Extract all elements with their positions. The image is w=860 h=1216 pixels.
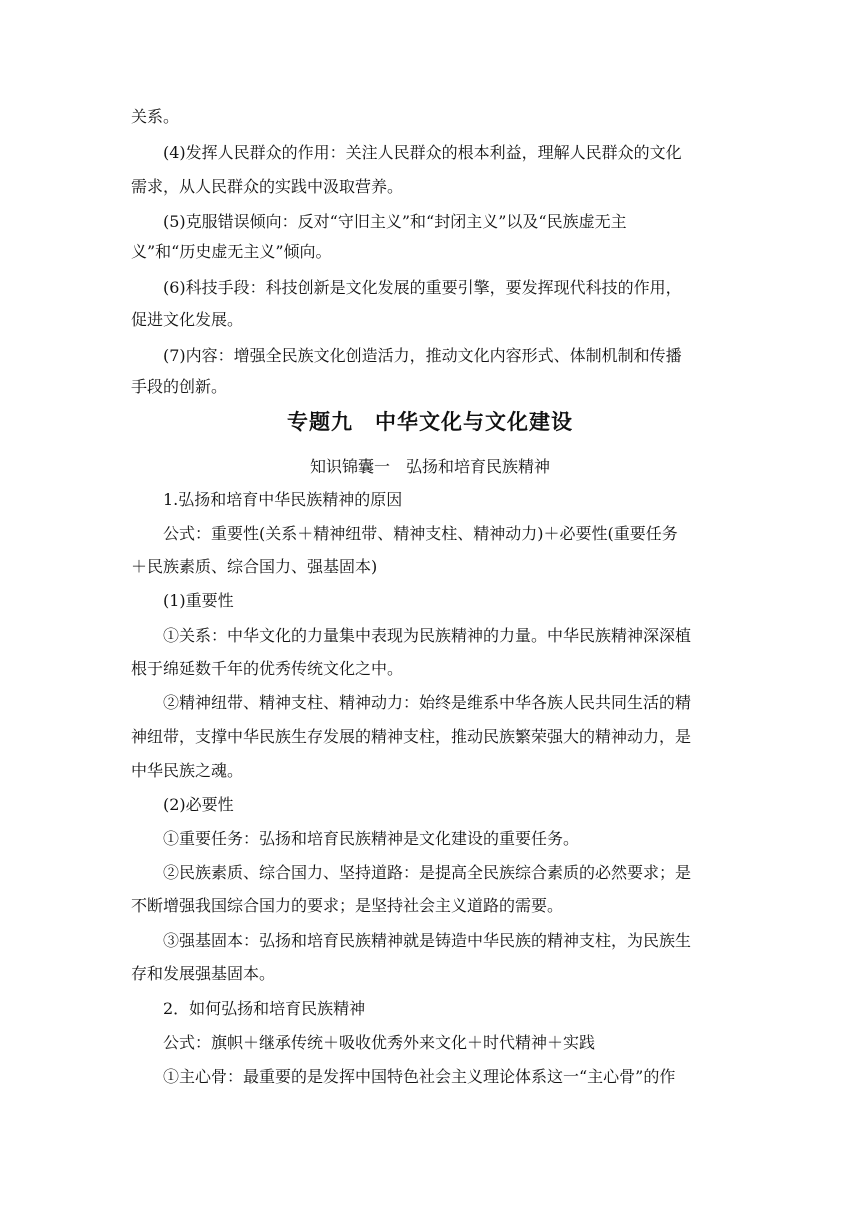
section-title: 专题九 中华文化与文化建设 bbox=[287, 410, 573, 434]
text-line: (6)科技手段：科技创新是文化发展的重要引擎，要发挥现代科技的作用， bbox=[163, 278, 682, 297]
text-line: 公式：重要性(关系＋精神纽带、精神支柱、精神动力)＋必要性(重要任务 bbox=[163, 524, 678, 543]
text-line: 不断增强我国综合国力的要求；是坚持社会主义道路的需要。 bbox=[131, 896, 564, 915]
subheading-line: (2)必要性 bbox=[163, 795, 234, 814]
text-line: 公式：旗帜＋继承传统＋吸收优秀外来文化＋时代精神＋实践 bbox=[163, 1033, 596, 1052]
text-line: 存和发展强基固本。 bbox=[131, 964, 276, 983]
text-line: 需求，从人民群众的实践中汲取营养。 bbox=[131, 177, 404, 196]
text-line: 根于绵延数千年的优秀传统文化之中。 bbox=[131, 659, 404, 678]
heading-line: 1.弘扬和培育中华民族精神的原因 bbox=[163, 490, 403, 509]
text-line: ＋民族素质、综合国力、强基固本) bbox=[131, 557, 378, 576]
section-subtitle: 知识锦囊一 弘扬和培育民族精神 bbox=[309, 457, 550, 476]
text-line: (5)克服错误倾向：反对“守旧主义”和“封闭主义”以及“民族虚无主 bbox=[163, 212, 627, 231]
subheading-line: (1)重要性 bbox=[163, 591, 234, 610]
text-line: 中华民族之魂。 bbox=[131, 761, 244, 780]
text-line: 手段的创新。 bbox=[131, 377, 228, 396]
heading-line: 2．如何弘扬和培育民族精神 bbox=[163, 999, 366, 1018]
text-line: ③强基固本：弘扬和培育民族精神就是铸造中华民族的精神支柱，为民族生 bbox=[163, 931, 692, 950]
text-line: ②民族素质、综合国力、坚持道路：是提高全民族综合素质的必然要求；是 bbox=[163, 863, 692, 882]
text-line: (7)内容：增强全民族文化创造活力，推动文化内容形式、体制机制和传播 bbox=[163, 346, 682, 365]
text-line: (4)发挥人民群众的作用：关注人民群众的根本利益，理解人民群众的文化 bbox=[163, 143, 682, 162]
text-line: 关系。 bbox=[131, 107, 180, 126]
text-line: 促进文化发展。 bbox=[131, 310, 244, 329]
text-line: ①关系：中华文化的力量集中表现为民族精神的力量。中华民族精神深深植 bbox=[163, 626, 692, 645]
text-line: ①主心骨：最重要的是发挥中国特色社会主义理论体系这一“主心骨”的作 bbox=[163, 1067, 676, 1086]
text-line: 义”和“历史虚无主义”倾向。 bbox=[131, 242, 332, 261]
text-line: 神纽带，支撑中华民族生存发展的精神支柱，推动民族繁荣强大的精神动力，是 bbox=[131, 727, 692, 746]
text-line: ②精神纽带、精神支柱、精神动力：始终是维系中华各族人民共同生活的精 bbox=[163, 693, 692, 712]
text-line: ①重要任务：弘扬和培育民族精神是文化建设的重要任务。 bbox=[163, 829, 580, 848]
